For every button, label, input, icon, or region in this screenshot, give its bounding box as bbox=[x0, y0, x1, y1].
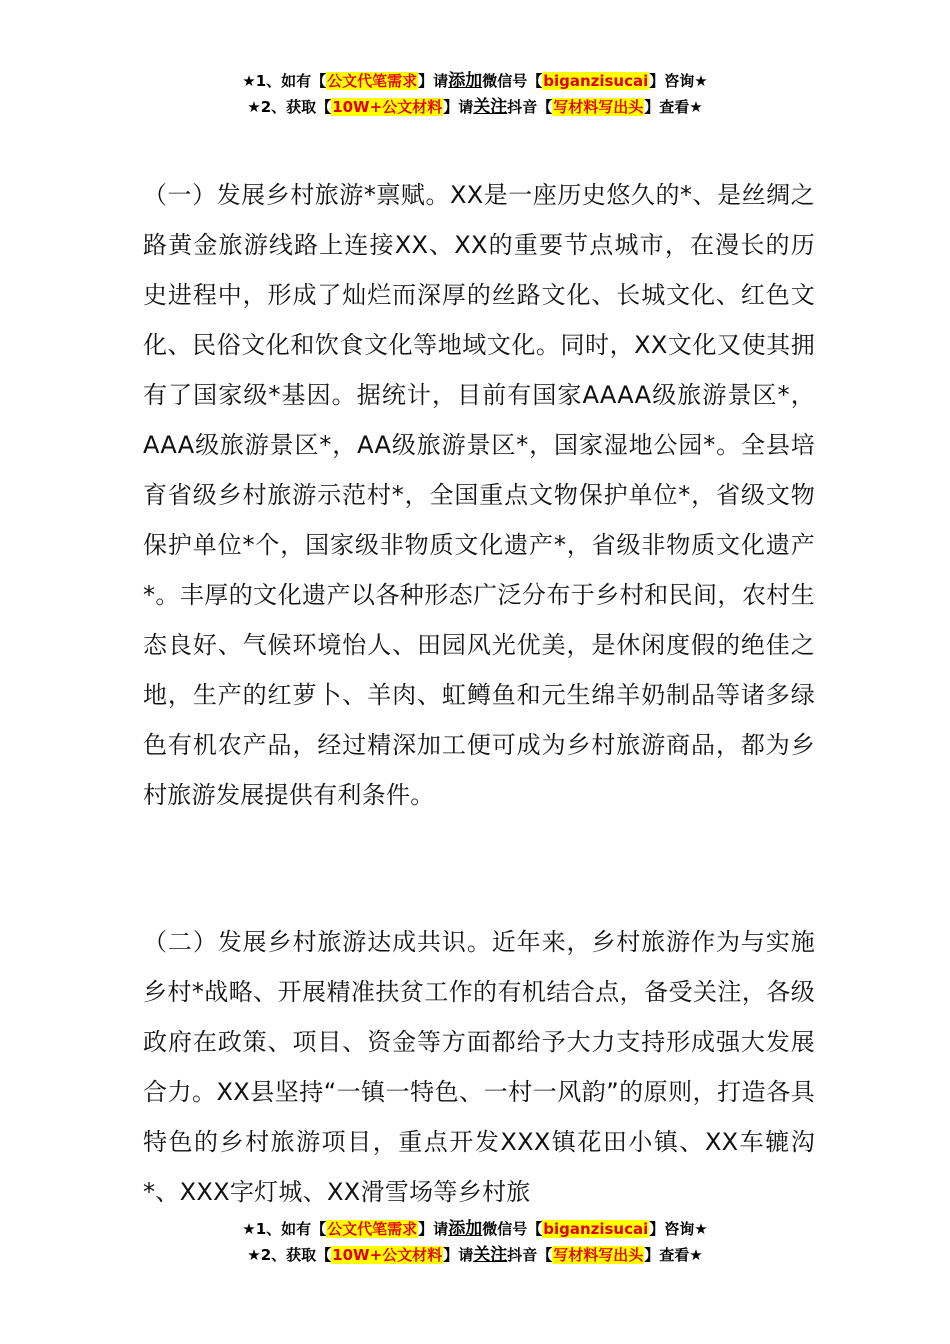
emphasis-text: 添加 bbox=[448, 1219, 483, 1239]
banner-text: 】查看★ bbox=[644, 1246, 703, 1264]
banner-text: 微信号【 bbox=[482, 1220, 543, 1238]
wechat-id-highlight: biganzisucai bbox=[543, 72, 649, 90]
banner-text: 】请 bbox=[443, 98, 474, 116]
paragraph: （一）发展乡村旅游*禀赋。XX是一座历史悠久的*、是丝绸之路黄金旅游线路上连接XX、XX的重要节点城市，在漫长的历史进程中，形成了灿烂而深厚的丝路文化、长城文化、红色文化、民俗文化和饮食文化等地域文化。同时，XX文化又使其拥有了国家级*基因。据统计，目前有国家AAAA级旅游景区*，AAA级旅游景区*，AA级旅游景区*，国家湿地公园*。全县培育省级乡村旅游示范村*，全国重点文物保护单位*，省级文物保护单位*个，国家级非物质文化遗产*，省级非物质文化遗产*。丰厚的文化遗产以各种形态广泛分布于乡村和民间，农村生态良好、气候环境怡人、田园风光优美，是休闲度假的绝佳之地，生产的红萝卜、羊肉、虹鳟鱼和元生绵羊奶制品等诸多绿色有机农产品，经过精深加工便可成为乡村旅游商品，都为乡村旅游发展提供有利条件。 bbox=[143, 181, 815, 809]
banner-text: 抖音【 bbox=[507, 98, 553, 116]
star-icon: ★ bbox=[247, 98, 261, 116]
star-icon: ★ bbox=[247, 1246, 261, 1264]
banner-text: 1、如有【 bbox=[255, 72, 327, 90]
wechat-id-highlight: biganzisucai bbox=[543, 1220, 649, 1238]
document-section-2 bbox=[143, 917, 815, 1217]
banner-text: 抖音【 bbox=[507, 1246, 553, 1264]
banner-text: 】咨询★ bbox=[649, 1220, 708, 1238]
highlight-text: 公文代笔需求 bbox=[327, 1220, 418, 1238]
banner-text: 】查看★ bbox=[644, 98, 703, 116]
banner-text: 1、如有【 bbox=[255, 1220, 327, 1238]
banner-text: 2、获取【 bbox=[260, 98, 332, 116]
highlight-text: 10W+公文材料 bbox=[332, 1246, 443, 1264]
banner-text: 】请 bbox=[418, 72, 449, 90]
banner-text: 】请 bbox=[418, 1220, 449, 1238]
highlight-text: 公文代笔需求 bbox=[327, 72, 418, 90]
douyin-id-highlight: 写材料写出头 bbox=[553, 1246, 644, 1264]
paragraph: （二）发展乡村旅游达成共识。近年来，乡村旅游作为与实施乡村*战略、开展精准扶贫工作的有机结合点，备受关注，各级政府在政策、项目、资金等方面都给予大力支持形成强大发展合力。XX县坚持“一镇一特色、一村一风韵”的原则，打造各具特色的乡村旅游项目，重点开发XXX镇花田小镇、XX车辘沟*、XXX字灯城、XX滑雪场等乡村旅 bbox=[143, 928, 815, 1206]
banner-line-2 bbox=[0, 94, 950, 120]
emphasis-text: 添加 bbox=[448, 71, 483, 91]
douyin-id-highlight: 写材料写出头 bbox=[553, 98, 644, 116]
banner-line-1 bbox=[0, 1216, 950, 1242]
banner-line-1 bbox=[0, 68, 950, 94]
emphasis-text: 关注 bbox=[473, 97, 508, 117]
header-banner bbox=[0, 68, 950, 120]
banner-text: 】咨询★ bbox=[649, 72, 708, 90]
highlight-text: 10W+公文材料 bbox=[332, 98, 443, 116]
banner-line-2 bbox=[0, 1242, 950, 1268]
document-section-1 bbox=[143, 170, 815, 820]
star-icon: ★ bbox=[242, 1220, 256, 1238]
star-icon: ★ bbox=[242, 72, 256, 90]
emphasis-text: 关注 bbox=[473, 1245, 508, 1265]
banner-text: 2、获取【 bbox=[260, 1246, 332, 1264]
banner-text: 微信号【 bbox=[482, 72, 543, 90]
banner-text: 】请 bbox=[443, 1246, 474, 1264]
footer-banner bbox=[0, 1216, 950, 1268]
